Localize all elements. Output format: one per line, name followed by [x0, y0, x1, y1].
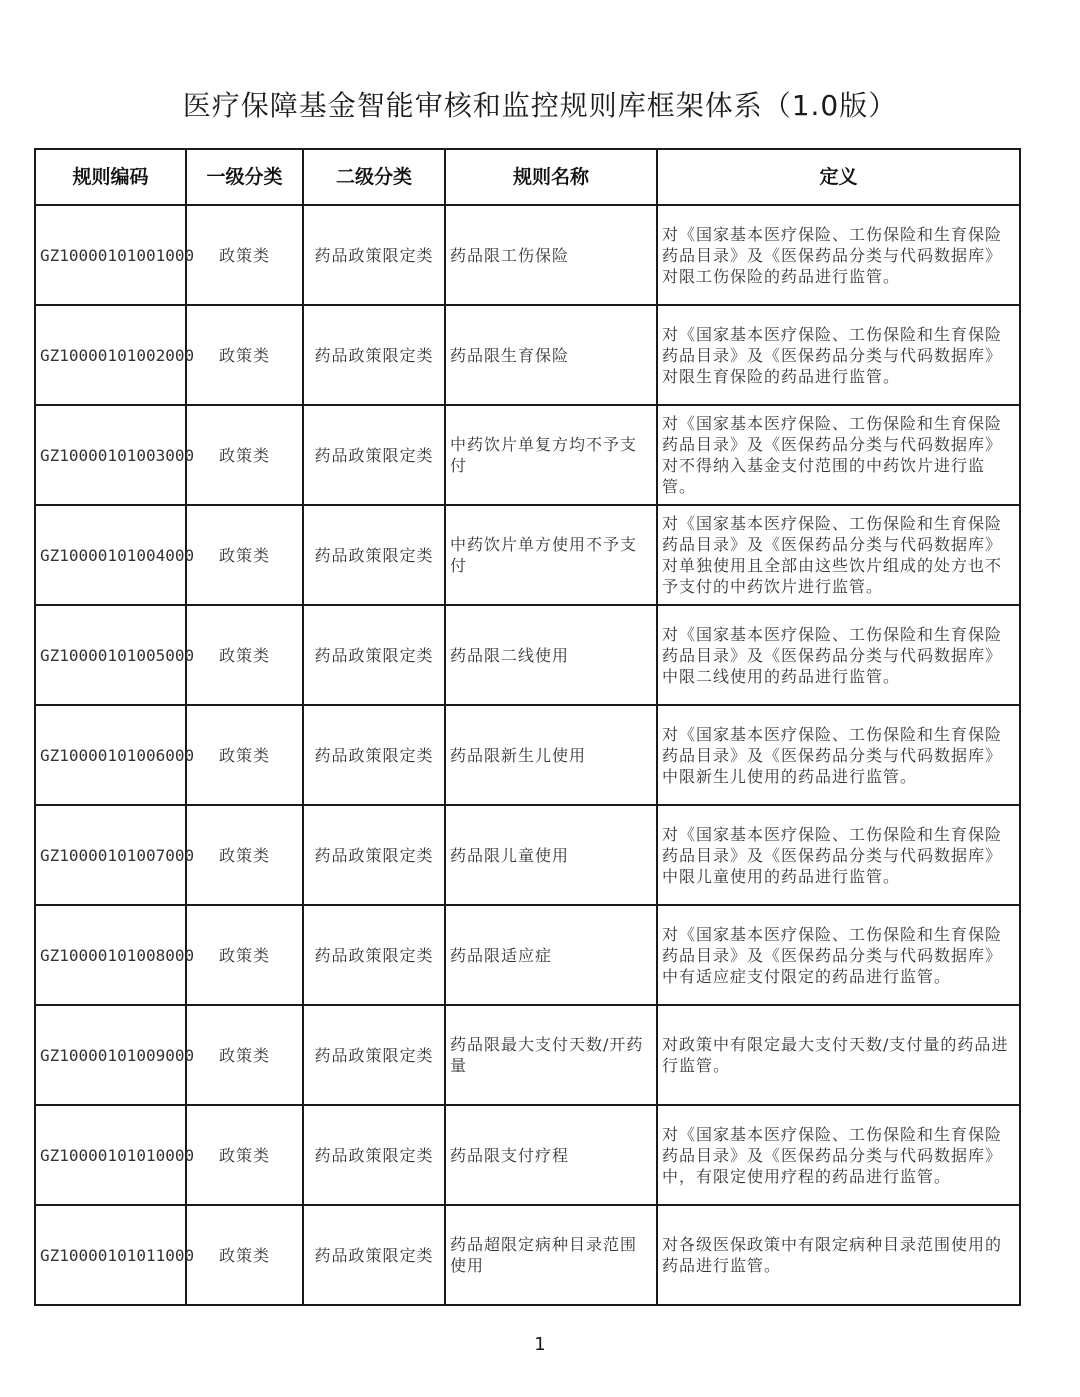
definition-cell: 对《国家基本医疗保险、工伤保险和生育保险药品目录》及《医保药品分类与代码数据库》中有适应症支付限定的药品进行监管。: [657, 905, 1020, 1005]
rule-code-cell: GZ10000101005000: [35, 605, 186, 705]
level2-category-cell: 药品政策限定类: [303, 1005, 445, 1105]
rule-name-cell: 药品超限定病种目录范围使用: [445, 1205, 657, 1305]
level1-category-cell: 政策类: [186, 1005, 303, 1105]
header-level1-category: 一级分类: [186, 149, 303, 205]
level1-category-cell: 政策类: [186, 605, 303, 705]
rule-name-cell: 药品限工伤保险: [445, 205, 657, 305]
definition-cell: 对《国家基本医疗保险、工伤保险和生育保险药品目录》及《医保药品分类与代码数据库》中限儿童使用的药品进行监管。: [657, 805, 1020, 905]
rule-name-cell: 药品限生育保险: [445, 305, 657, 405]
rule-code-cell: GZ10000101010000: [35, 1105, 186, 1205]
definition-cell: 对《国家基本医疗保险、工伤保险和生育保险药品目录》及《医保药品分类与代码数据库》对单独使用且全部由这些饮片组成的处方也不予支付的中药饮片进行监管。: [657, 505, 1020, 605]
rule-code-cell: GZ10000101003000: [35, 405, 186, 505]
page-number: 1: [534, 1334, 546, 1355]
header-rule-name: 规则名称: [445, 149, 657, 205]
rule-name-cell: 药品限支付疗程: [445, 1105, 657, 1205]
level2-category-cell: 药品政策限定类: [303, 905, 445, 1005]
definition-cell: 对《国家基本医疗保险、工伤保险和生育保险药品目录》及《医保药品分类与代码数据库》对不得纳入基金支付范围的中药饮片进行监管。: [657, 405, 1020, 505]
definition-cell: 对政策中有限定最大支付天数/支付量的药品进行监管。: [657, 1005, 1020, 1105]
definition-cell: 对《国家基本医疗保险、工伤保险和生育保险药品目录》及《医保药品分类与代码数据库》中限新生儿使用的药品进行监管。: [657, 705, 1020, 805]
rule-code-cell: GZ10000101009000: [35, 1005, 186, 1105]
rule-code-cell: GZ10000101006000: [35, 705, 186, 805]
rule-name-cell: 药品限最大支付天数/开药量: [445, 1005, 657, 1105]
level1-category-cell: 政策类: [186, 705, 303, 805]
table-row: [35, 705, 1020, 805]
level2-category-cell: 药品政策限定类: [303, 405, 445, 505]
rule-name-cell: 药品限适应症: [445, 905, 657, 1005]
table-row: [35, 905, 1020, 1005]
definition-cell: 对《国家基本医疗保险、工伤保险和生育保险药品目录》及《医保药品分类与代码数据库》对限生育保险的药品进行监管。: [657, 305, 1020, 405]
table-row: [35, 505, 1020, 605]
rule-code-cell: GZ10000101001000: [35, 205, 186, 305]
rule-name-cell: 药品限儿童使用: [445, 805, 657, 905]
level1-category-cell: 政策类: [186, 1105, 303, 1205]
rule-name-cell: 中药饮片单复方均不予支付: [445, 405, 657, 505]
level2-category-cell: 药品政策限定类: [303, 705, 445, 805]
table-row: [35, 405, 1020, 505]
document-title: 医疗保障基金智能审核和监控规则库框架体系（1.0版）: [182, 89, 898, 122]
table-row: [35, 205, 1020, 305]
level1-category-cell: 政策类: [186, 805, 303, 905]
definition-cell: 对《国家基本医疗保险、工伤保险和生育保险药品目录》及《医保药品分类与代码数据库》中限二线使用的药品进行监管。: [657, 605, 1020, 705]
rules-table: [34, 148, 1021, 1306]
rule-code-cell: GZ10000101011000: [35, 1205, 186, 1305]
definition-cell: 对《国家基本医疗保险、工伤保险和生育保险药品目录》及《医保药品分类与代码数据库》中，有限定使用疗程的药品进行监管。: [657, 1105, 1020, 1205]
level2-category-cell: 药品政策限定类: [303, 205, 445, 305]
rule-name-cell: 中药饮片单方使用不予支付: [445, 505, 657, 605]
level2-category-cell: 药品政策限定类: [303, 1105, 445, 1205]
table-row: [35, 1205, 1020, 1305]
definition-cell: 对《国家基本医疗保险、工伤保险和生育保险药品目录》及《医保药品分类与代码数据库》对限工伤保险的药品进行监管。: [657, 205, 1020, 305]
rule-code-cell: GZ10000101002000: [35, 305, 186, 405]
level1-category-cell: 政策类: [186, 905, 303, 1005]
table-row: [35, 805, 1020, 905]
definition-cell: 对各级医保政策中有限定病种目录范围使用的药品进行监管。: [657, 1205, 1020, 1305]
table-row: [35, 305, 1020, 405]
rule-code-cell: GZ10000101008000: [35, 905, 186, 1005]
table-row: [35, 1105, 1020, 1205]
table-body: [35, 205, 1020, 1305]
rule-name-cell: 药品限新生儿使用: [445, 705, 657, 805]
level2-category-cell: 药品政策限定类: [303, 805, 445, 905]
level1-category-cell: 政策类: [186, 405, 303, 505]
header-definition: 定义: [657, 149, 1020, 205]
level2-category-cell: 药品政策限定类: [303, 305, 445, 405]
rule-name-cell: 药品限二线使用: [445, 605, 657, 705]
rule-code-cell: GZ10000101004000: [35, 505, 186, 605]
level2-category-cell: 药品政策限定类: [303, 1205, 445, 1305]
rule-code-cell: GZ10000101007000: [35, 805, 186, 905]
header-level2-category: 二级分类: [303, 149, 445, 205]
table-header-row: [35, 149, 1020, 205]
level2-category-cell: 药品政策限定类: [303, 505, 445, 605]
level1-category-cell: 政策类: [186, 305, 303, 405]
level2-category-cell: 药品政策限定类: [303, 605, 445, 705]
header-rule-code: 规则编码: [35, 149, 186, 205]
table-row: [35, 605, 1020, 705]
level1-category-cell: 政策类: [186, 505, 303, 605]
level1-category-cell: 政策类: [186, 1205, 303, 1305]
table-row: [35, 1005, 1020, 1105]
level1-category-cell: 政策类: [186, 205, 303, 305]
